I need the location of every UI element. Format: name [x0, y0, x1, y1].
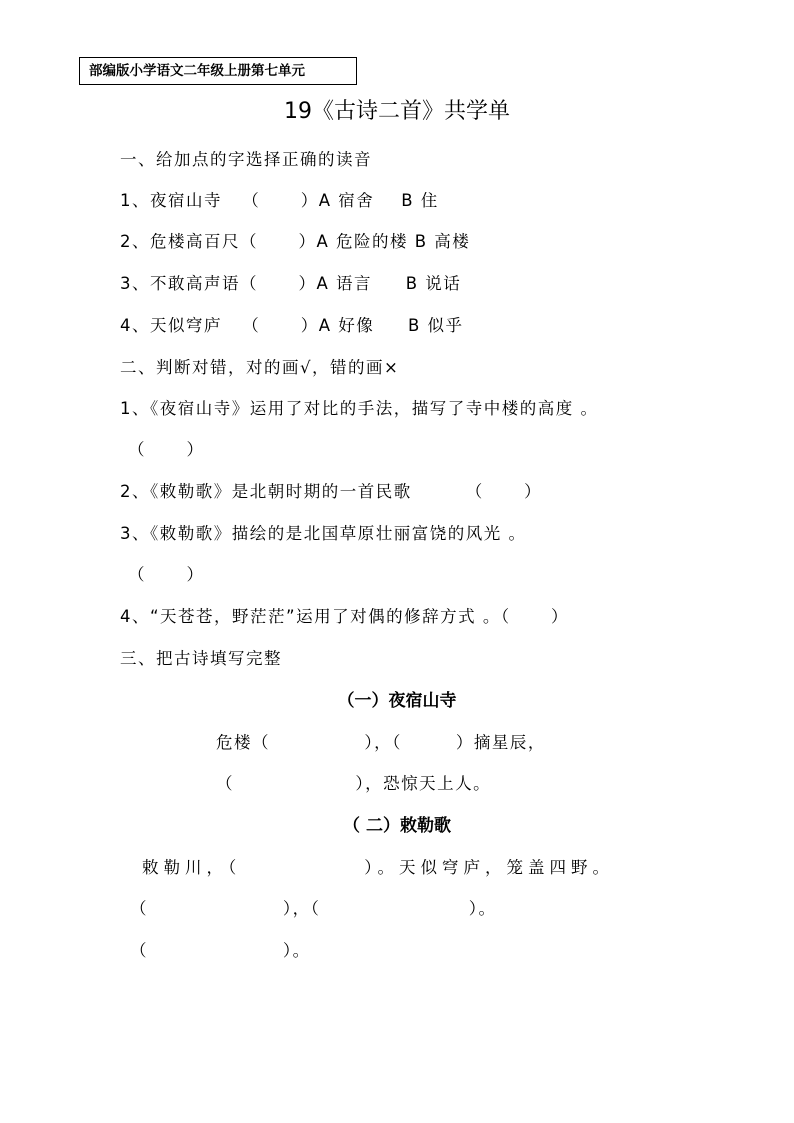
- poem-2-title: （ 二）敕勒歌: [343, 816, 451, 836]
- poem-line: 敕勒川，（ ）。天似穹庐，笼盖四野。: [142, 858, 614, 877]
- question-item: 4、天似穹庐 （ ）A 好像 B 似乎: [120, 316, 464, 335]
- judge-item: 1、《夜宿山寺》运用了对比的手法，描写了寺中楼的高度 。: [120, 399, 599, 418]
- answer-blank: （ ）: [128, 440, 205, 459]
- judge-item: 2、《敕勒歌》是北朝时期的一首民歌 （ ）: [120, 482, 543, 501]
- question-item: 2、危楼高百尺（ ）A 危险的楼 B 高楼: [120, 232, 471, 251]
- judge-item: 3、《敕勒歌》描绘的是北国草原壮丽富饶的风光 。: [120, 524, 527, 543]
- poem-line: （ ），（ ）。: [130, 899, 497, 918]
- unit-label: 部编版小学语文二年级上册第七单元: [89, 63, 305, 79]
- question-item: 3、不敢高声语（ ）A 语言 B 说话: [120, 274, 462, 293]
- section-3-heading: 三、把古诗填写完整: [120, 649, 282, 668]
- page-title: 19《古诗二首》共学单: [284, 99, 510, 124]
- poem-1-title: （一）夜宿山寺: [337, 691, 457, 711]
- section-1-heading: 一、给加点的字选择正确的读音: [120, 150, 372, 169]
- poem-line: （ ），恐惊天上人。: [216, 774, 492, 793]
- section-2-heading: 二、判断对错，对的画√，错的画×: [120, 358, 400, 377]
- poem-line: 危楼（ ），（ ）摘星辰，: [216, 733, 546, 752]
- judge-item: 4、“天苍苍，野茫茫”运用了对偶的修辞方式 。（ ）: [120, 607, 570, 626]
- question-item: 1、夜宿山寺 （ ）A 宿舍 B 住: [120, 191, 439, 210]
- unit-label-box: [79, 57, 357, 85]
- poem-line: （ ）。: [130, 941, 311, 960]
- answer-blank: （ ）: [128, 565, 205, 584]
